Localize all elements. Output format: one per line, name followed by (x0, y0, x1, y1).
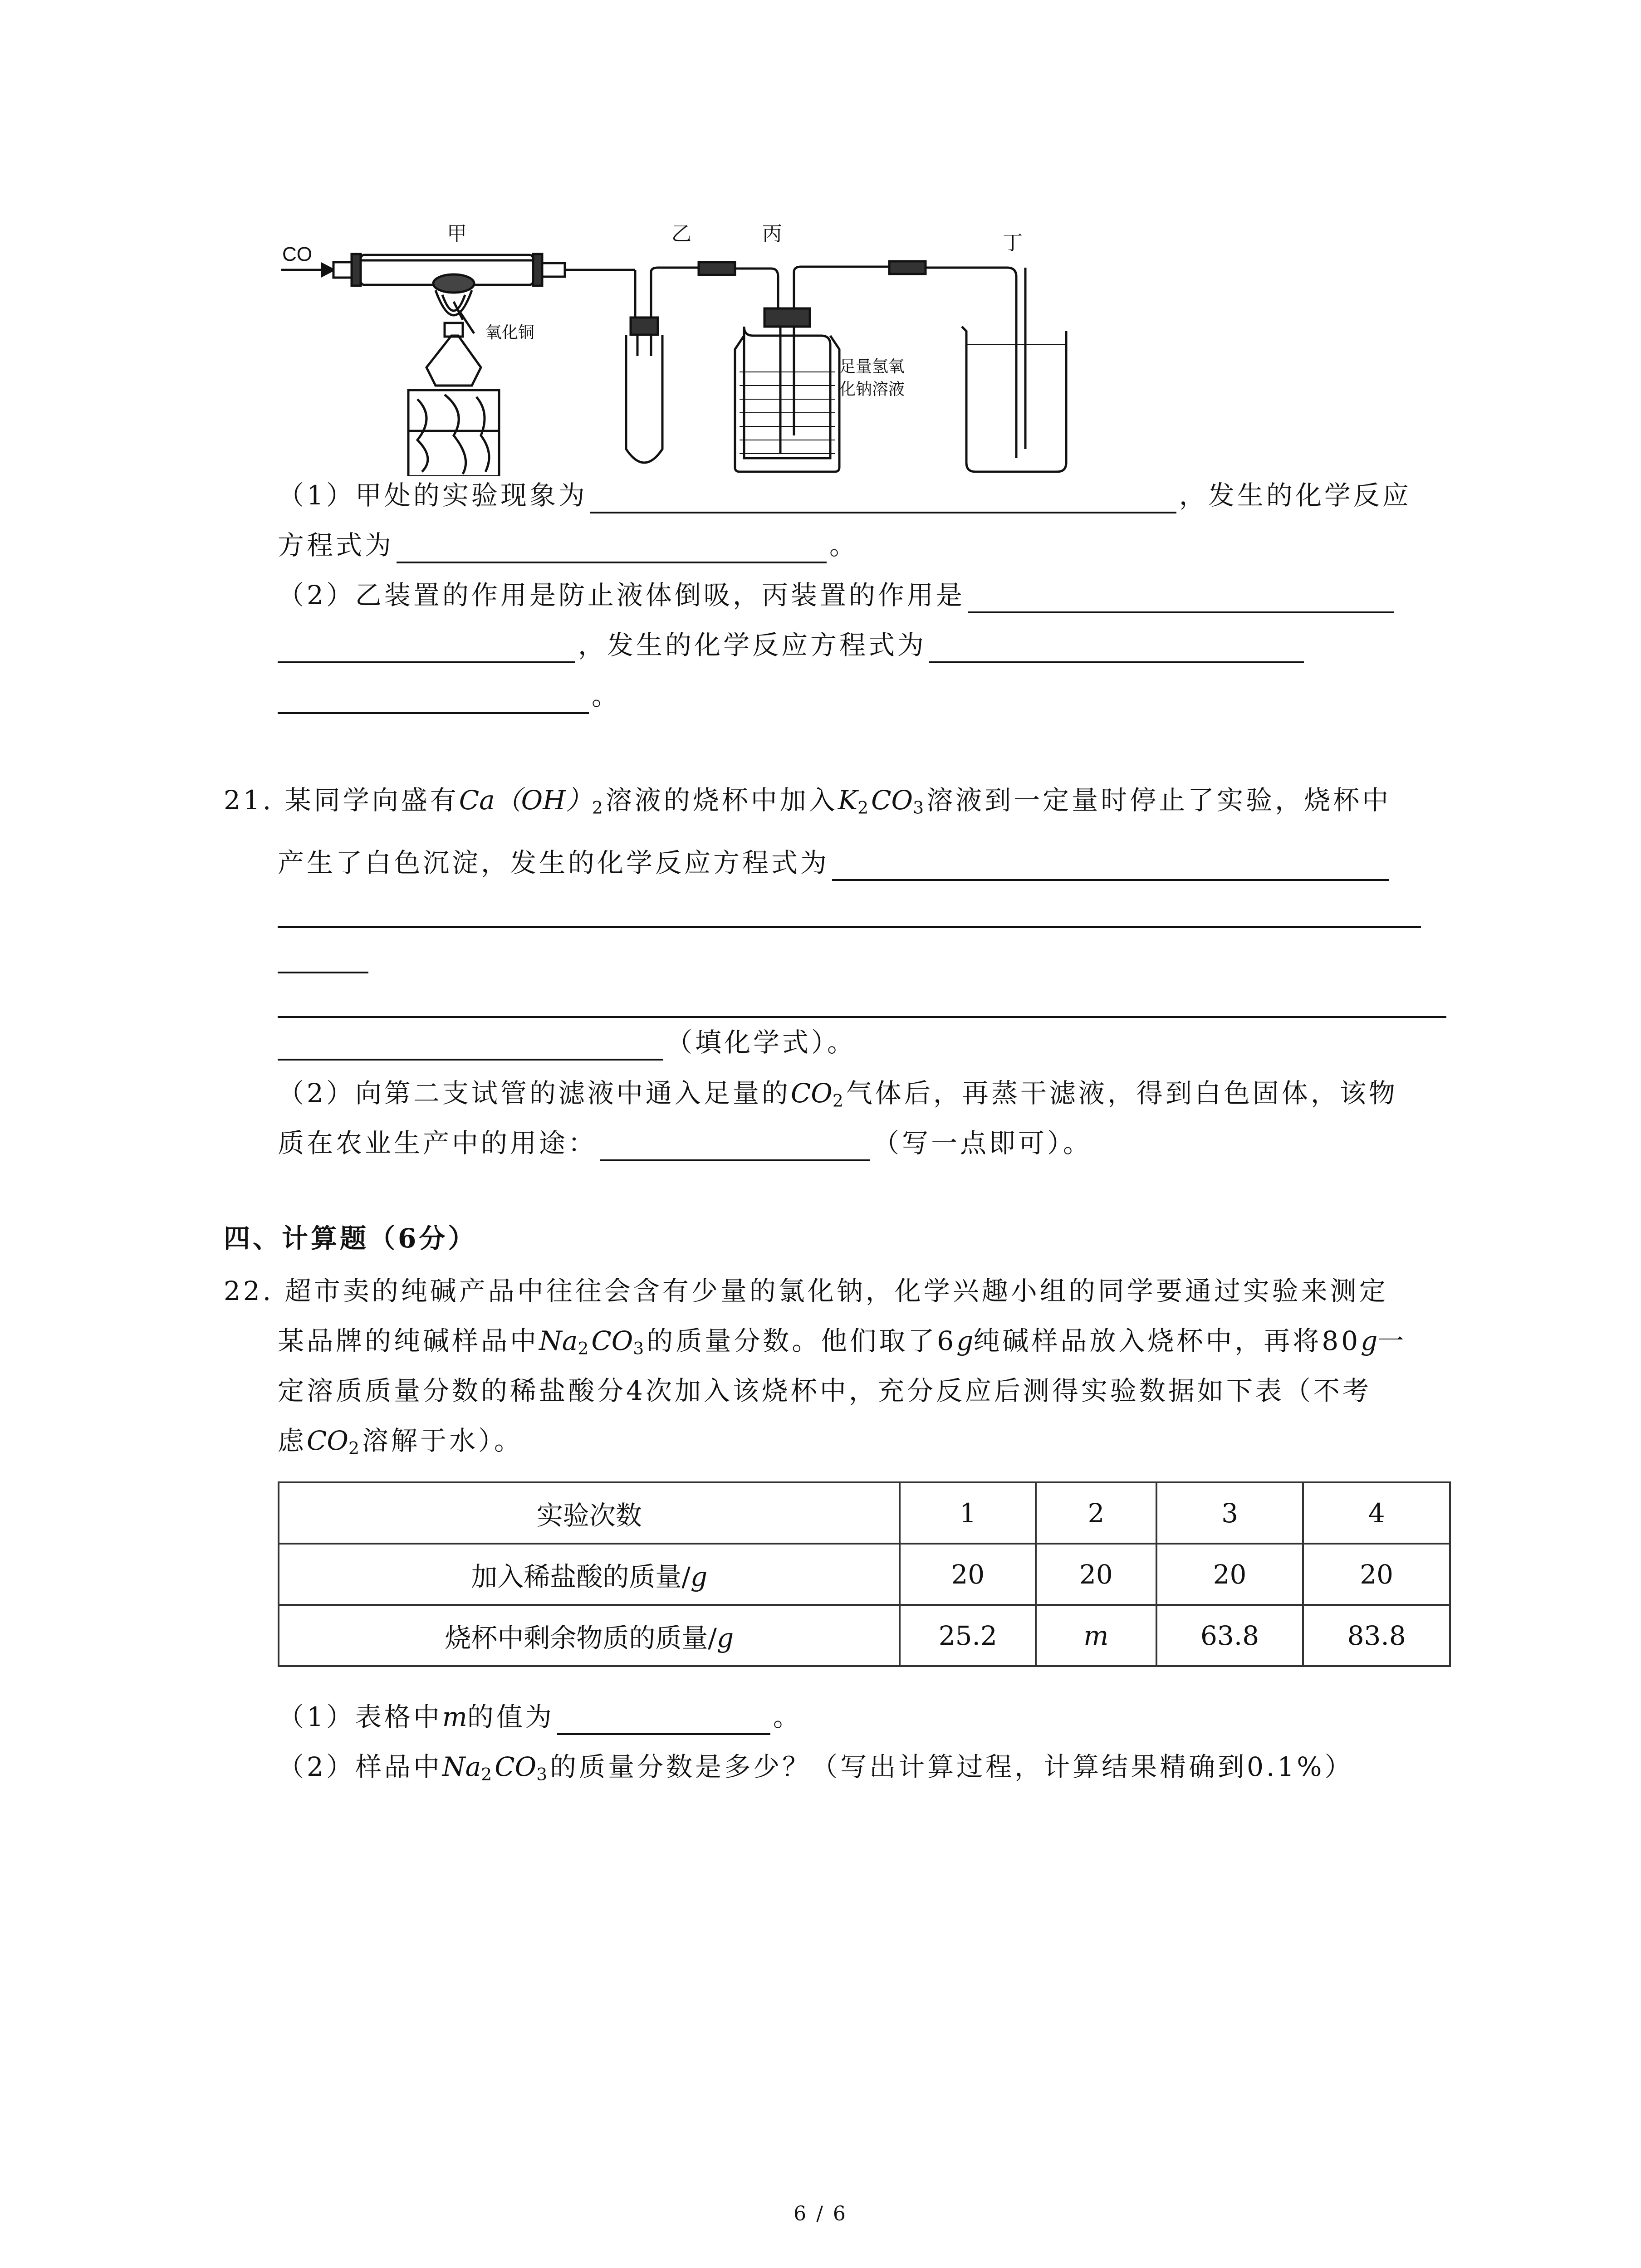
q20-blank-equation2[interactable] (929, 634, 1304, 663)
q20-p2-line2: ，发生的化学反应方程式为 (278, 627, 1307, 663)
page-number: 6 / 6 (794, 2202, 847, 2225)
table-header-cell: 1 (900, 1482, 1036, 1544)
table-header-cell: 实验次数 (279, 1482, 900, 1544)
row-label-remaining: 烧杯中剩余物质的质量/g (279, 1605, 900, 1666)
table-header-row (279, 1482, 1450, 1544)
table-cell: 25.2 (900, 1605, 1036, 1666)
q21-line7: 质在农业生产中的用途： （写一点即可）。 (278, 1125, 1092, 1161)
q21-blank-usage[interactable] (600, 1132, 870, 1161)
q21-line5: （填化学式）。 (278, 1024, 856, 1061)
table-cell: 20 (1303, 1544, 1450, 1605)
table-cell: m (1036, 1605, 1156, 1666)
q20-blank-equation2-cont[interactable] (278, 685, 589, 714)
table-cell: 63.8 (1156, 1605, 1303, 1666)
ding-label: 丁 (1003, 232, 1023, 254)
q21-line2: 产生了白色沉淀，发生的化学反应方程式为 (278, 845, 1392, 881)
q21-answer-line-long[interactable] (278, 1016, 1446, 1018)
row-label-acid: 加入稀盐酸的质量/g (279, 1544, 900, 1605)
q20-p1-line2: 方程式为 。 (278, 527, 858, 563)
table-header-cell: 2 (1036, 1482, 1156, 1544)
q20-p2-line1: （2）乙装置的作用是防止液体倒吸，丙装置的作用是 (278, 577, 1397, 613)
experiment-data-table (278, 1481, 1451, 1667)
q22-line3: 定溶质质量分数的稀盐酸分4次加入该烧杯中，充分反应后测得实验数据如下表（不考 (278, 1375, 1372, 1406)
naoh-label-2: 化钠溶液 (839, 380, 905, 398)
naoh-label-1: 足量氢氧 (839, 357, 905, 376)
apparatus-diagram (272, 222, 1107, 476)
q22-line4: 虑$CO_2$溶解于水）。 (278, 1425, 523, 1458)
table-cell: 20 (900, 1544, 1036, 1605)
q21-blank-equation[interactable] (832, 852, 1389, 881)
q20-blank-bing-role-cont[interactable] (278, 634, 575, 663)
co-label: CO (282, 243, 312, 265)
cuo-label: 氧化铜 (485, 323, 535, 342)
jia-label: 甲 (447, 223, 467, 245)
q22-line2: 某品牌的纯碱样品中$Na_2CO_3$的质量分数。他们取了6g纯碱样品放入烧杯中，再将80g一 (278, 1325, 1407, 1359)
q20-blank-bing-role[interactable] (968, 584, 1394, 613)
q20-blank-equation1[interactable] (397, 534, 827, 563)
section4-heading: 四、计算题（6分） (224, 1223, 477, 1254)
table-cell: 83.8 (1303, 1605, 1450, 1666)
q22-line1: 22. 超市卖的纯碱产品中往往会含有少量的氯化钠，化学兴趣小组的同学要通过实验来测定 (224, 1276, 1388, 1306)
q21-blank-formula[interactable] (278, 1031, 663, 1061)
q21-line6: （2）向第二支试管的滤液中通入足量的$CO_2$气体后，再蒸干滤液，得到白色固体，该物 (278, 1078, 1398, 1111)
q20-p2-line3: 。 (278, 678, 621, 714)
q21-answer-line-short[interactable] (278, 972, 368, 973)
yi-label: 乙 (671, 223, 691, 245)
table-row (279, 1605, 1450, 1666)
q22-sub1: （1）表格中m的值为 。 (278, 1699, 802, 1735)
q22-sub2: （2）样品中$Na_2CO_3$的质量分数是多少？（写出计算过程，计算结果精确到0.1%） (278, 1751, 1354, 1784)
table-cell: 20 (1036, 1544, 1156, 1605)
bing-label: 丙 (762, 223, 782, 245)
q20-blank-phenomenon[interactable] (590, 484, 1176, 513)
table-header-cell: 3 (1156, 1482, 1303, 1544)
q21-line1: 21. 某同学向盛有$Ca(OH)_2$溶液的烧杯中加入$K_2CO_3$溶液到一定量时停止了实验，烧杯中 (224, 785, 1391, 818)
q22-blank-m-value[interactable] (557, 1706, 770, 1735)
table-cell: 20 (1156, 1544, 1303, 1605)
table-row (279, 1544, 1450, 1605)
table-header-cell: 4 (1303, 1482, 1450, 1544)
q21-answer-line[interactable] (278, 926, 1421, 928)
q20-p1-line1: （1）甲处的实验现象为 ，发生的化学反应 (278, 477, 1411, 513)
